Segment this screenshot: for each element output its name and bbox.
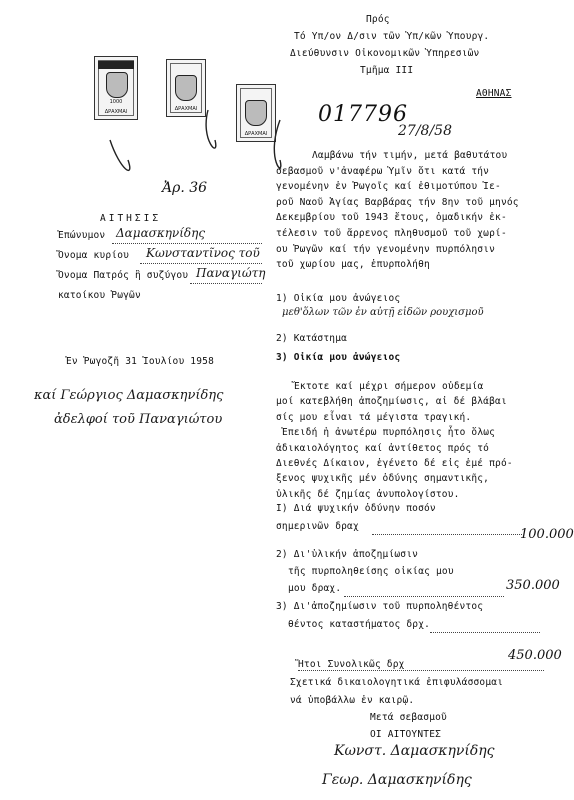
hand-note-1: καί Γεώργιος Δαμασκηνίδης	[34, 388, 224, 403]
item-1: 1) Οἰκία μου ἀνώγειος	[276, 293, 401, 304]
claim-2-line	[344, 596, 504, 597]
stamp-unit: ΔΡΑΧΜΑΙ	[104, 109, 128, 115]
residence: κατοίκου Ῥωγῶν	[58, 290, 141, 301]
total-line	[298, 670, 544, 671]
intro-line: γενομένην ἐν Ῥωγοῖς καί ἐθιμοτύπου Ἱε-	[276, 181, 501, 193]
claim-3: 3) Δι'ἀποζημίωσιν τοῦ πυρποληθέντος	[276, 601, 484, 612]
header-location: ΑΘΗΝΑΣ	[476, 88, 512, 99]
intro-line: Λαμβάνω τήν τιμήν, μετά βαθυτάτου	[312, 150, 508, 161]
registry-number: 017796	[318, 102, 408, 127]
claim-1-sub: σημερινῶν δραχ	[276, 521, 359, 532]
claim-2: 2) Δι'ὑλικήν ἀποζημίωσιν	[276, 549, 419, 560]
surname-value: Δαμασκηνίδης	[116, 226, 206, 240]
para-line: ξενος ψυχικῆς μέν ὀδύνης σημαντικῆς,	[276, 473, 490, 485]
registry-date: 27/8/58	[398, 123, 452, 139]
header-line2: Διεύθυνσιν Οἰκονομικῶν Ὑπηρεσιῶν	[290, 48, 480, 59]
father-value: Παναγιώτη	[196, 266, 266, 280]
stamp-unit: ΔΡΑΧΜΑΙ	[174, 106, 198, 112]
item-2: 2) Κατάστημα	[276, 333, 348, 344]
header-line3: Τμῆμα III	[360, 65, 414, 76]
total-label: Ἤτοι Συνολικῶς δρχ	[298, 659, 405, 670]
para-line: Διεθνές Δίκαιον, ἐγένετο δέ εἰς ἐμέ πρό-	[276, 458, 513, 470]
header-line1: Τό Υπ/ον Δ/σιν τῶν Ὑπ/κῶν Ὑπουργ.	[294, 31, 490, 42]
header-pros: Πρός	[366, 14, 390, 25]
para-line: Ἐπειδή ἡ ἀνωτέρω πυρπόλησις ἦτο ὅλως	[282, 427, 496, 439]
father-label: Ὄνομα Πατρός ἢ συζύγου	[58, 270, 189, 281]
closing-1: Σχετικά δικαιολογητικά ἐπιφυλάσσομαι	[290, 677, 504, 688]
claim-2-amount: 350.000	[506, 578, 560, 593]
intro-line: σεβασμοῦ ν'ἀναφέρω Ὑμῖν ὅτι κατά τήν	[276, 165, 490, 177]
body-para2	[276, 379, 513, 502]
stamp-unit: ΔΡΑΧΜΑΙ	[244, 131, 268, 137]
petition-title: ΑΙΤΗΣΙΣ	[100, 213, 162, 224]
hand-note-2: ἀδελφοί τοῦ Παναγιώτου	[54, 412, 223, 427]
claim-3-sub: θέντος καταστήματος δρχ.	[288, 619, 431, 630]
signature-1: Κωνστ. Δαμασκηνίδης	[334, 743, 495, 759]
total-amount: 450.000	[508, 648, 562, 663]
signer-label: ΟΙ ΑΙΤΟΥΝΤΕΣ	[370, 729, 442, 740]
intro-line: τοῦ χωρίου μας, ἐπυρπολήθη	[276, 259, 430, 271]
claim-1: Ι) Διά ψυχικήν ὀδύνην ποσόν	[276, 503, 436, 514]
stamp-value: 1000	[109, 99, 123, 105]
protocol-number: Ἀρ. 36	[162, 180, 208, 196]
surname-label: Ἐπώνυμον	[58, 230, 106, 241]
item-3: 3) Οἰκία μου ἀνώγειος	[276, 352, 401, 363]
para-line: μοί κατεβλήθη ἀποζημίωσις, αἱ δέ βλάβαι	[276, 396, 507, 408]
intro-line: ροῦ Ναοῦ Ἁγίας Βαρβάρας τήν 8ην τοῦ μηνός	[276, 196, 519, 208]
closing-3: Μετά σεβασμοῦ	[370, 712, 447, 723]
intro-line: Δεκεμβρίου τοῦ 1943 ἔτους, ὁμαδικήν ἐκ-	[276, 212, 507, 224]
para-line: ὑλικῆς δέ ζημίας ἀνυπολογίστου.	[276, 488, 460, 500]
para-line: σίς μου εἶναι τά μέγιστα τραγική.	[276, 411, 472, 423]
claim-1-amount: 100.000	[520, 527, 574, 542]
first-name-label: Ὄνομα κυρίου	[58, 250, 130, 261]
claim-2-sub: τῆς πυρποληθείσης οἰκίας μου	[288, 566, 454, 577]
body-intro	[276, 148, 519, 273]
intro-line: ου Ῥωγῶν καί τήν γενομένην πυρπόλησιν	[276, 243, 496, 255]
item-1-hand: μεθ'ὅλων τῶν ἐν αὐτῇ εἰδῶν ρουχισμοῦ	[282, 307, 484, 318]
intro-line: τέλεσιν τοῦ ἄρρενος πληθυσμοῦ τοῦ χωρί-	[276, 227, 507, 239]
father-line	[190, 283, 262, 284]
place-date: Ἐν Ῥωγοζῆ 31 Ἰουλίου 1958	[66, 356, 214, 367]
para-line: Ἔκτοτε καί μέχρι σήμερον οὐδεμία	[294, 381, 484, 392]
claim-1-line	[372, 534, 522, 535]
para-line: ἀδικαιολόγητος καί ἀντίθετος πρός τό	[276, 442, 490, 454]
first-name-line	[140, 263, 262, 264]
signature-2: Γεωρ. Δαμασκηνίδης	[322, 772, 472, 788]
closing-2: νά ὑποβάλλω ἐν καιρῷ.	[290, 695, 415, 706]
claim-3-line	[430, 632, 540, 633]
surname-line	[112, 243, 262, 244]
claim-2-sub2: μου δραχ.	[288, 583, 342, 594]
first-name-value: Κωνσταντῖνος τοῦ	[146, 246, 260, 260]
